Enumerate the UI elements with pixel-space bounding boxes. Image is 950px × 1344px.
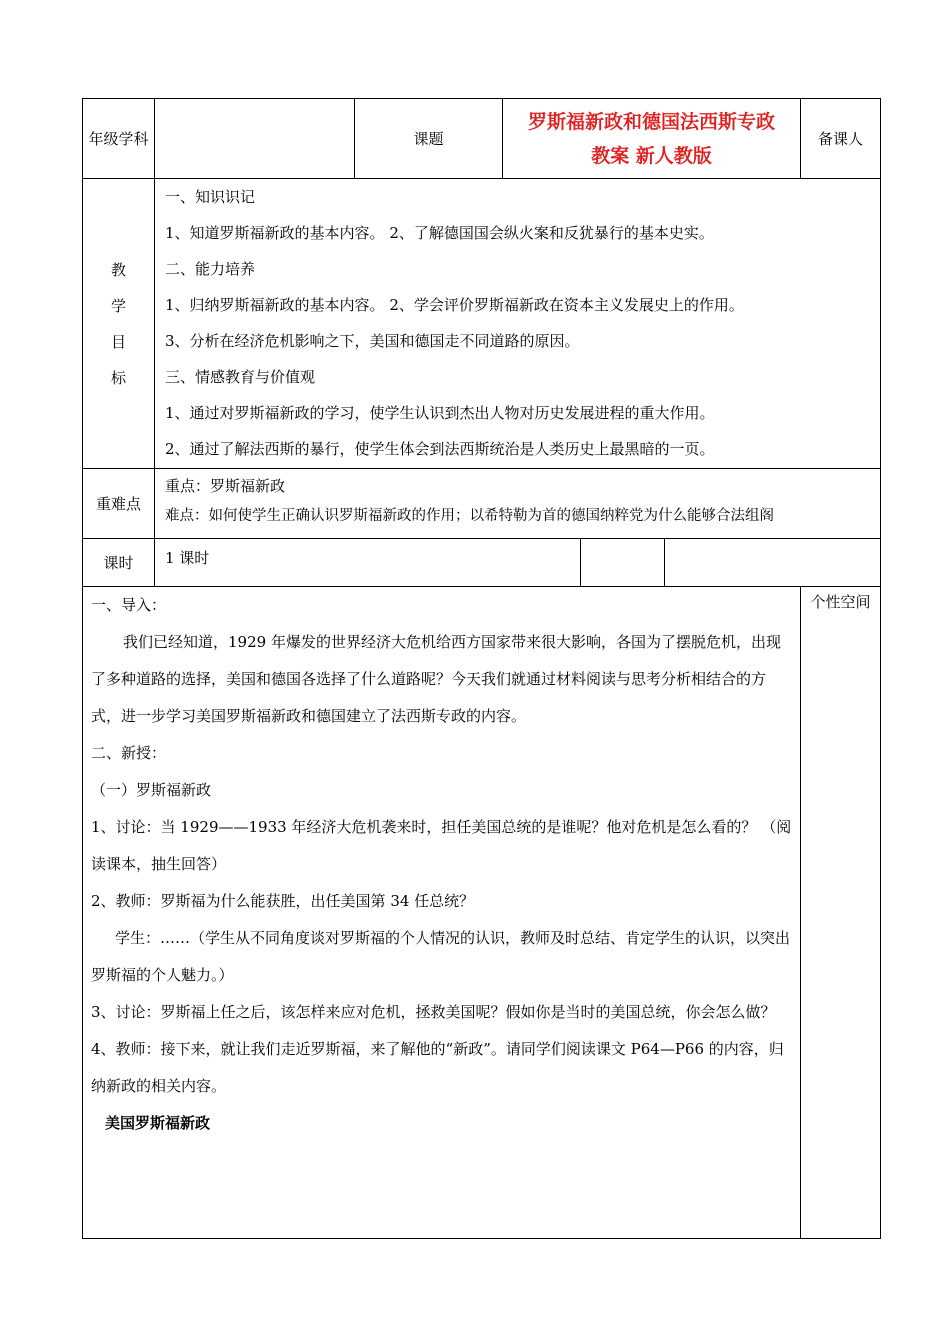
personal-space-label: 个性空间 bbox=[801, 587, 881, 1239]
objectives-label-char: 标 bbox=[110, 368, 126, 387]
objective-line: 1、通过对罗斯福新政的学习，使学生认识到杰出人物对历史发展进程的重大作用。 bbox=[165, 404, 715, 422]
lesson-plan-sheet bbox=[82, 98, 880, 1239]
difficulty-content bbox=[155, 469, 881, 539]
lesson-body bbox=[83, 587, 801, 1239]
hours-label: 课时 bbox=[83, 539, 155, 587]
objective-line: 2、通过了解法西斯的暴行，使学生体会到法西斯统治是人类历史上最黑暗的一页。 bbox=[165, 440, 715, 458]
topic-label: 课题 bbox=[355, 99, 503, 179]
intro-paragraph: 我们已经知道，1929 年爆发的世界经济大危机给西方国家带来很大影响，各国为了摆脱危机，出现了多种道路的选择，美国和德国各选择了什么道路呢？今天我们就通过材料阅读与思考分析相结合的方式，进一步学习美国罗斯福新政和德国建立了法西斯专政的内容。 bbox=[91, 633, 781, 725]
header-row bbox=[83, 99, 881, 179]
discussion-3: 3、讨论：罗斯福上任之后，该怎样来应对危机，拯救美国呢？假如你是当时的美国总统，你会怎么做？ bbox=[91, 1003, 776, 1021]
subsection-heading: （一）罗斯福新政 bbox=[91, 781, 212, 799]
lesson-title-line2: 教案 新人教版 bbox=[591, 144, 712, 167]
objective-line: 1、归纳罗斯福新政的基本内容。 2、学会评价罗斯福新政在资本主义发展史上的作用。 bbox=[165, 296, 744, 314]
hours-row bbox=[83, 539, 881, 587]
grade-subject-label: 年级学科 bbox=[83, 99, 155, 179]
objective-line: 3、分析在经济危机影响之下，美国和德国走不同道路的原因。 bbox=[165, 332, 580, 350]
body-row bbox=[83, 587, 881, 1239]
teacher-4: 4、教师：接下来，就让我们走近罗斯福，来了解他的“新政”。请同学们阅读课文 P64—P66 的内容，归纳新政的相关内容。 bbox=[91, 1040, 784, 1095]
objective-line: 1、知道罗斯福新政的基本内容。 2、了解德国国会纵火案和反犹暴行的基本史实。 bbox=[165, 224, 714, 242]
preparer-label: 备课人 bbox=[801, 99, 881, 179]
objectives-label bbox=[83, 179, 155, 469]
objectives-label-char: 目 bbox=[110, 332, 126, 351]
lesson-title bbox=[503, 99, 801, 179]
objectives-content bbox=[155, 179, 881, 469]
objectives-label-char: 教 bbox=[110, 260, 126, 279]
hours-blank-1 bbox=[581, 539, 665, 587]
lesson-plan-table bbox=[82, 98, 881, 1239]
section-intro-heading: 一、导入： bbox=[91, 596, 167, 614]
hard-point: 难点：如何使学生正确认识罗斯福新政的作用；以希特勒为首的德国纳粹党为什么能够合法组阁 bbox=[165, 508, 774, 524]
hours-blank-2 bbox=[665, 539, 881, 587]
objectives-label-char: 学 bbox=[110, 296, 126, 315]
objective-heading: 三、情感教育与价值观 bbox=[165, 368, 316, 386]
difficulty-row bbox=[83, 469, 881, 539]
new-deal-heading: 美国罗斯福新政 bbox=[105, 1114, 211, 1132]
objective-heading: 二、能力培养 bbox=[165, 260, 256, 278]
discussion-1: 1、讨论：当 1929——1933 年经济大危机袭来时，担任美国总统的是谁呢？他对危机是怎么看的？ （阅读课本，抽生回答） bbox=[91, 818, 792, 873]
difficulty-label: 重难点 bbox=[83, 469, 155, 539]
grade-subject-value bbox=[155, 99, 355, 179]
key-point: 重点：罗斯福新政 bbox=[165, 477, 286, 495]
hours-value: 1 课时 bbox=[155, 539, 581, 587]
objectives-row bbox=[83, 179, 881, 469]
objective-heading: 一、知识识记 bbox=[165, 188, 256, 206]
student-response: 学生：……（学生从不同角度谈对罗斯福的个人情况的认识，教师及时总结、肯定学生的认识，以突出罗斯福的个人魅力。） bbox=[91, 929, 791, 984]
section-new-heading: 二、新授： bbox=[91, 744, 167, 762]
lesson-title-line1: 罗斯福新政和德国法西斯专政 bbox=[527, 110, 775, 133]
teacher-2: 2、教师：罗斯福为什么能获胜，出任美国第 34 任总统？ bbox=[91, 892, 475, 910]
